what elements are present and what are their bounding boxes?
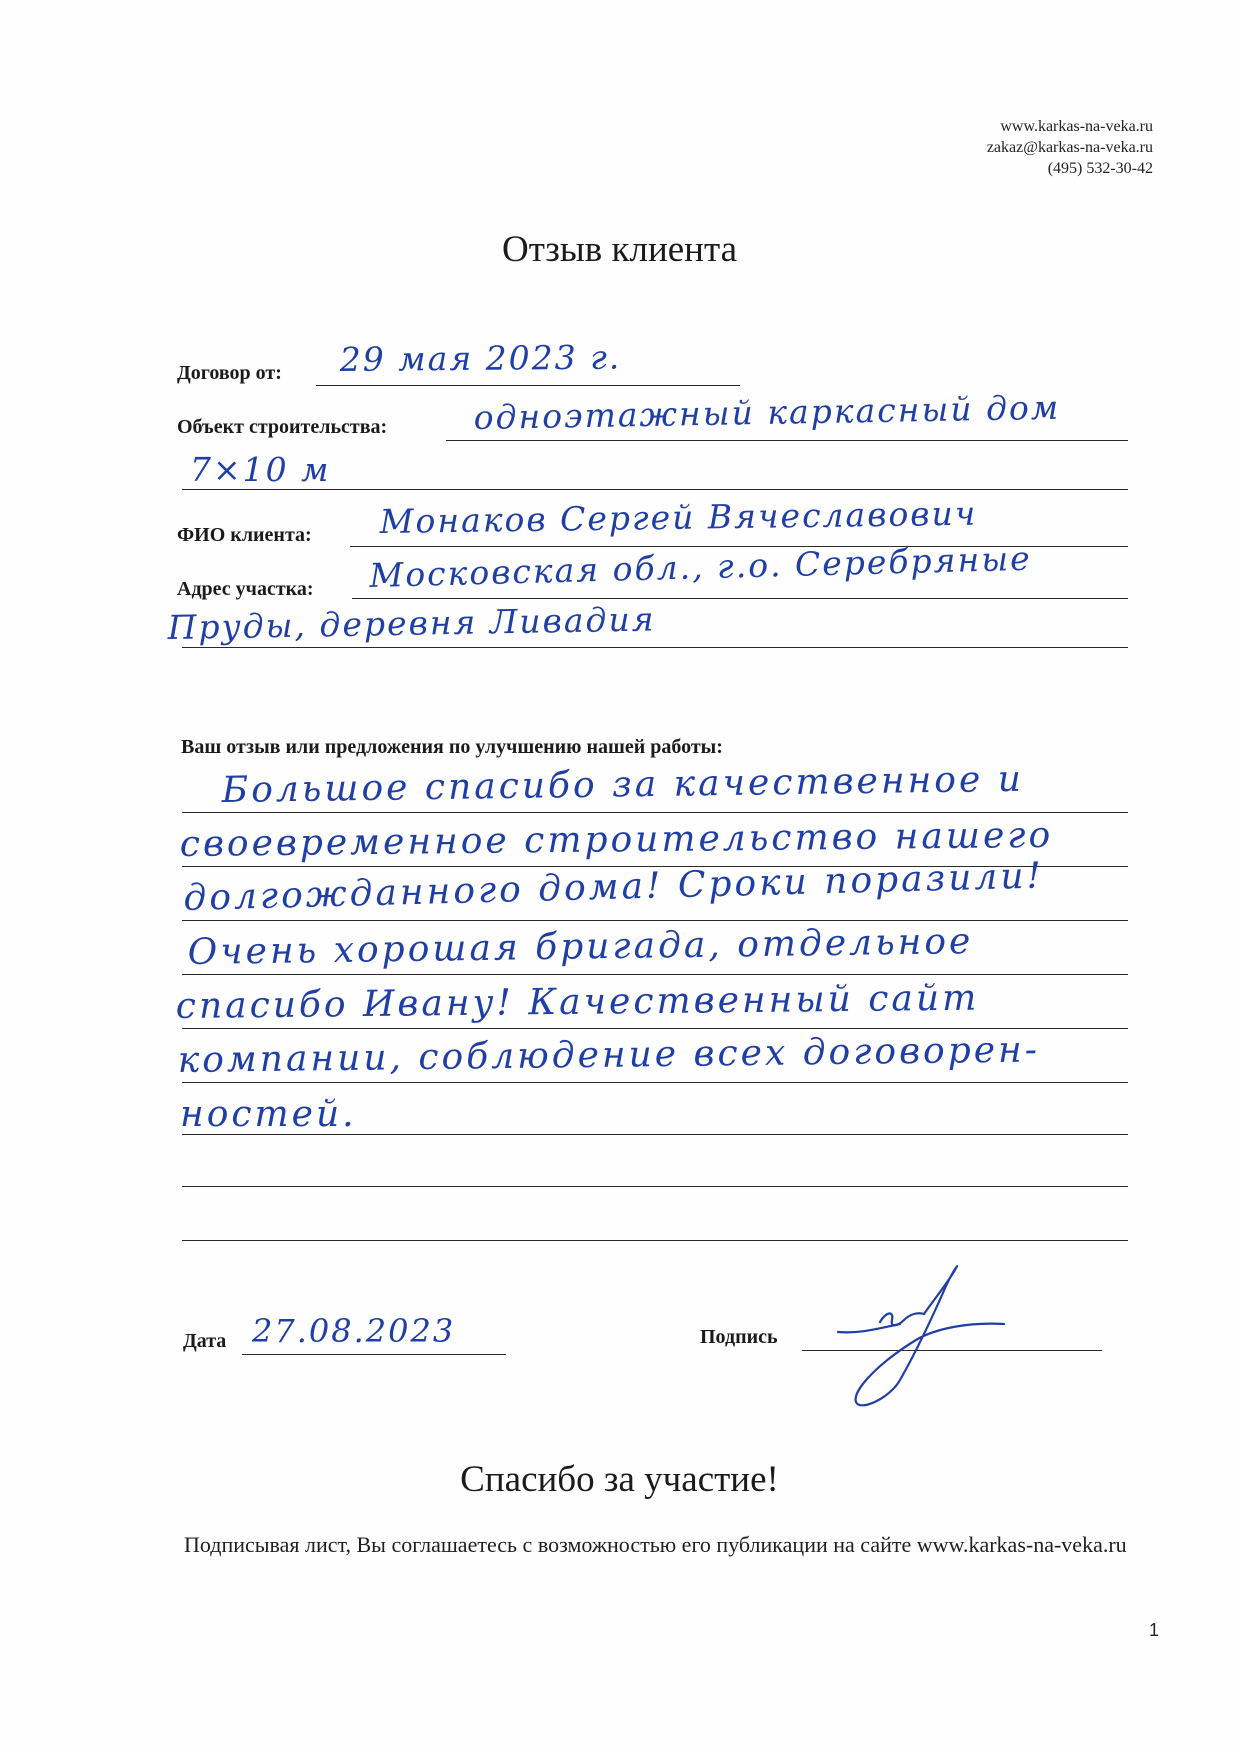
object-handwritten-2: 7×10 м bbox=[190, 450, 331, 489]
page-number: 1 bbox=[1148, 1620, 1159, 1640]
address-line-2 bbox=[182, 647, 1128, 648]
phone-text: (495) 532-30-42 bbox=[1047, 160, 1153, 177]
object-line-1 bbox=[446, 440, 1128, 441]
email-text: zakaz@karkas-na-veka.ru bbox=[986, 139, 1153, 156]
date-handwritten: 27.08.2023 bbox=[252, 1312, 456, 1350]
review-handwritten-3: долгожданного дома! Сроки поразили! bbox=[182, 855, 1045, 919]
review-line-4 bbox=[182, 974, 1128, 975]
signature-label: Подпись bbox=[700, 1326, 778, 1348]
date-label: Дата bbox=[183, 1330, 227, 1352]
review-line-3 bbox=[182, 920, 1128, 921]
review-handwritten-1: Большое спасибо за качественное и bbox=[221, 758, 1025, 811]
object-label: Объект строительства: bbox=[177, 416, 388, 438]
thanks-heading: Спасибо за участие! bbox=[460, 1459, 779, 1500]
address-label: Адрес участка: bbox=[177, 578, 314, 600]
address-handwritten-2: Пруды, деревня Ливадия bbox=[167, 599, 656, 647]
website-text: www.karkas-na-veka.ru bbox=[1000, 118, 1153, 135]
contract-line bbox=[316, 385, 740, 386]
client-name-handwritten: Монаков Сергей Вячеславович bbox=[379, 493, 978, 541]
contract-label: Договор от: bbox=[177, 362, 282, 384]
company-contacts bbox=[987, 116, 1153, 179]
review-line-6 bbox=[182, 1082, 1128, 1083]
address-handwritten-1: Московская обл., г.о. Серебряные bbox=[368, 538, 1033, 595]
consent-text: Подписывая лист, Вы соглашаетесь с возможностью его публикации на сайте www.karkas-na-veka.ru bbox=[184, 1532, 1127, 1557]
object-handwritten-1: одноэтажный каркасный дом bbox=[473, 387, 1061, 437]
review-line-5 bbox=[182, 1028, 1128, 1029]
date-line bbox=[242, 1354, 506, 1355]
review-handwritten-6: компании, соблюдение всех договорен- bbox=[177, 1029, 1041, 1081]
review-line-8 bbox=[182, 1186, 1128, 1187]
address-line-1 bbox=[352, 598, 1128, 599]
review-label: Ваш отзыв или предложения по улучшению нашей работы: bbox=[181, 736, 723, 758]
review-handwritten-4: Очень хорошая бригада, отдельное bbox=[187, 921, 974, 973]
review-handwritten-2: своевременное строительство нашего bbox=[179, 814, 1054, 865]
handwritten-signature bbox=[820, 1262, 1020, 1417]
client-label: ФИО клиента: bbox=[177, 524, 312, 546]
contract-date-handwritten: 29 мая 2023 г. bbox=[339, 337, 622, 379]
object-line-2 bbox=[182, 489, 1128, 490]
review-line-9 bbox=[182, 1240, 1128, 1241]
review-line-1 bbox=[182, 812, 1128, 813]
form-title: Отзыв клиента bbox=[501, 229, 738, 270]
review-handwritten-7: ностей. bbox=[180, 1094, 357, 1135]
review-handwritten-5: спасибо Ивану! Качественный сайт bbox=[175, 977, 980, 1027]
